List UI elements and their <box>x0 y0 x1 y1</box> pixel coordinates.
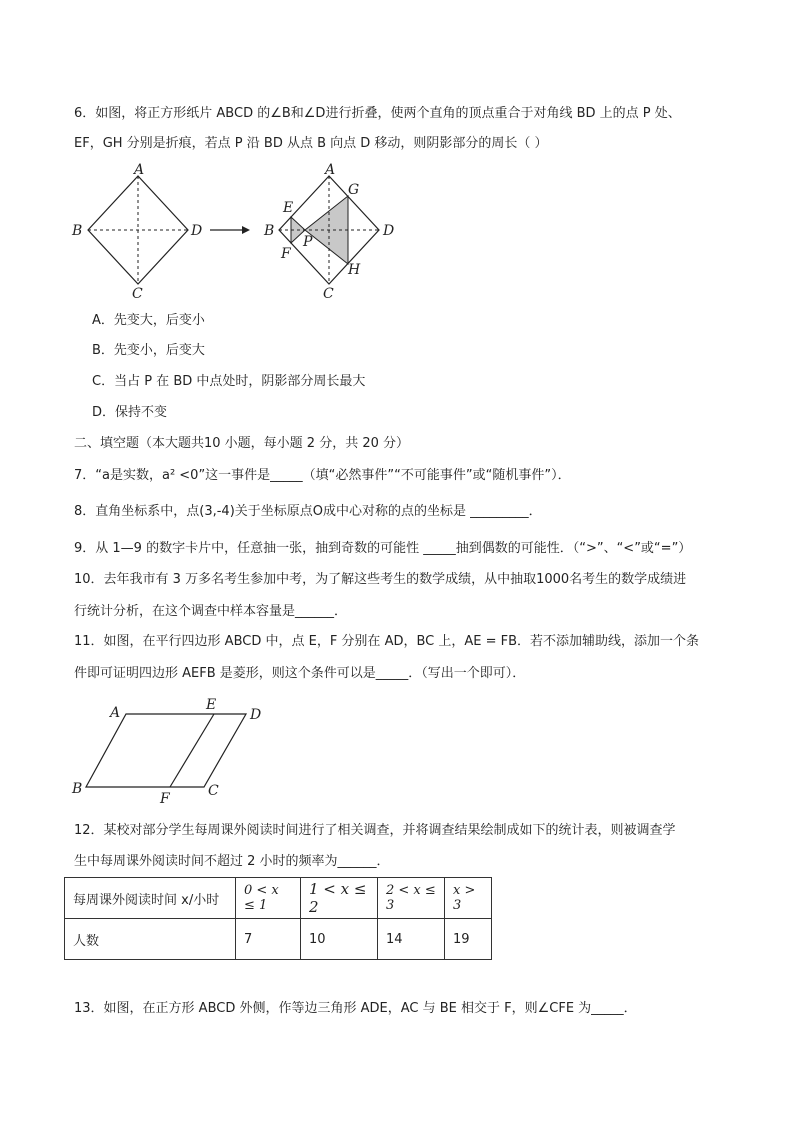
q9-text: 9．从 1—9 的数字卡片中，任意抽一张，抽到奇数的可能性 _____抽到偶数的可能性．（“>”、“<”或“=”） <box>74 541 692 556</box>
q11-text-line1: 11．如图，在平行四边形 ABCD 中，点 E，F 分别在 AD，BC 上，AE = FB．若不添加辅助线，添加一个条 <box>74 634 700 649</box>
q11-label-B: B <box>72 781 83 797</box>
q13-text: 13．如图，在正方形 ABCD 外侧，作等边三角形 ADE，AC 与 BE 相交于 F，则∠CFE 为_____． <box>74 1001 637 1016</box>
table-row <box>65 878 492 919</box>
table-cell: 14 <box>378 919 445 960</box>
q6-text-line1: 6．如图，将正方形纸片 ABCD 的∠B和∠D进行折叠，使两个直角的顶点重合于对角线 BD 上的点 P 处、 <box>74 106 681 121</box>
q6-figure-2 <box>255 160 405 300</box>
fig2-label-D: D <box>383 223 395 239</box>
q6-option-d: D．保持不变 <box>92 405 168 420</box>
q11-figure-parallelogram <box>64 695 284 810</box>
fig2-label-C: C <box>323 286 334 300</box>
fig2-label-E: E <box>283 200 294 216</box>
q6-text-line2: EF，GH 分别是折痕，若点 P 沿 BD 从点 B 向点 D 移动，则阴影部分的周长（ ） <box>74 136 548 151</box>
fig1-label-B: B <box>72 223 83 239</box>
q11-label-F: F <box>160 791 170 807</box>
table-cell: 19 <box>445 919 492 960</box>
fig1-label-D: D <box>191 223 203 239</box>
table-header-cell: 2 < x ≤ 3 <box>378 878 445 919</box>
q11-text-line2: 件即可证明四边形 AEFB 是菱形，则这个条件可以是_____．（写出一个即可）． <box>74 666 526 681</box>
q8-text: 8．直角坐标系中，点(3,-4)关于坐标原点O成中心对称的点的坐标是 _________． <box>74 504 542 519</box>
fig2-label-F: F <box>281 246 291 262</box>
q11-label-C: C <box>208 783 219 799</box>
table-header-cell: 1 < x ≤ 2 <box>301 878 378 919</box>
fig2-label-B: B <box>264 223 275 239</box>
q7-text: 7．“a是实数，a² <0”这一事件是_____（填“必然事件”“不可能事件”或“随机事件”）． <box>74 468 571 483</box>
q11-label-D: D <box>250 707 262 723</box>
q6-option-c: C．当占 P 在 BD 中点处时，阴影部分周长最大 <box>92 374 366 389</box>
q11-label-E: E <box>206 697 217 713</box>
fig2-label-G: G <box>348 182 360 198</box>
table-cell: 7 <box>236 919 301 960</box>
fig2-label-H: H <box>348 262 361 278</box>
table-cell: 人数 <box>65 919 236 960</box>
q12-text-line2: 生中每周课外阅读时间不超过 2 小时的频率为______． <box>74 854 390 869</box>
q6-option-a: A．先变大，后变小 <box>92 313 205 328</box>
table-header-cell: x > 3 <box>445 878 492 919</box>
q6-option-b: B．先变小，后变大 <box>92 343 205 358</box>
section-2-heading: 二、填空题（本大题共10 小题，每小题 2 分，共 20 分） <box>74 436 410 451</box>
table-header-cell: 0 < x ≤ 1 <box>236 878 301 919</box>
fig1-label-C: C <box>132 286 143 300</box>
fig2-label-A: A <box>325 162 336 178</box>
q10-text-line2: 行统计分析，在这个调查中样本容量是______． <box>74 604 348 619</box>
fig1-label-A: A <box>134 162 145 178</box>
fig2-label-P: P <box>303 234 313 250</box>
q12-frequency-table <box>64 877 492 960</box>
table-header-cell: 每周课外阅读时间 x/小时 <box>65 878 236 919</box>
q11-label-A: A <box>110 705 121 721</box>
table-cell: 10 <box>301 919 378 960</box>
q12-text-line1: 12．某校对部分学生每周课外阅读时间进行了相关调查，并将调查结果绘制成如下的统计表，则被调查学 <box>74 823 676 838</box>
q10-text-line1: 10．去年我市有 3 万多名考生参加中考，为了解这些考生的数学成绩，从中抽取1000名考生的数学成绩进 <box>74 572 687 587</box>
table-row <box>65 919 492 960</box>
q6-figure-1 <box>60 160 260 300</box>
